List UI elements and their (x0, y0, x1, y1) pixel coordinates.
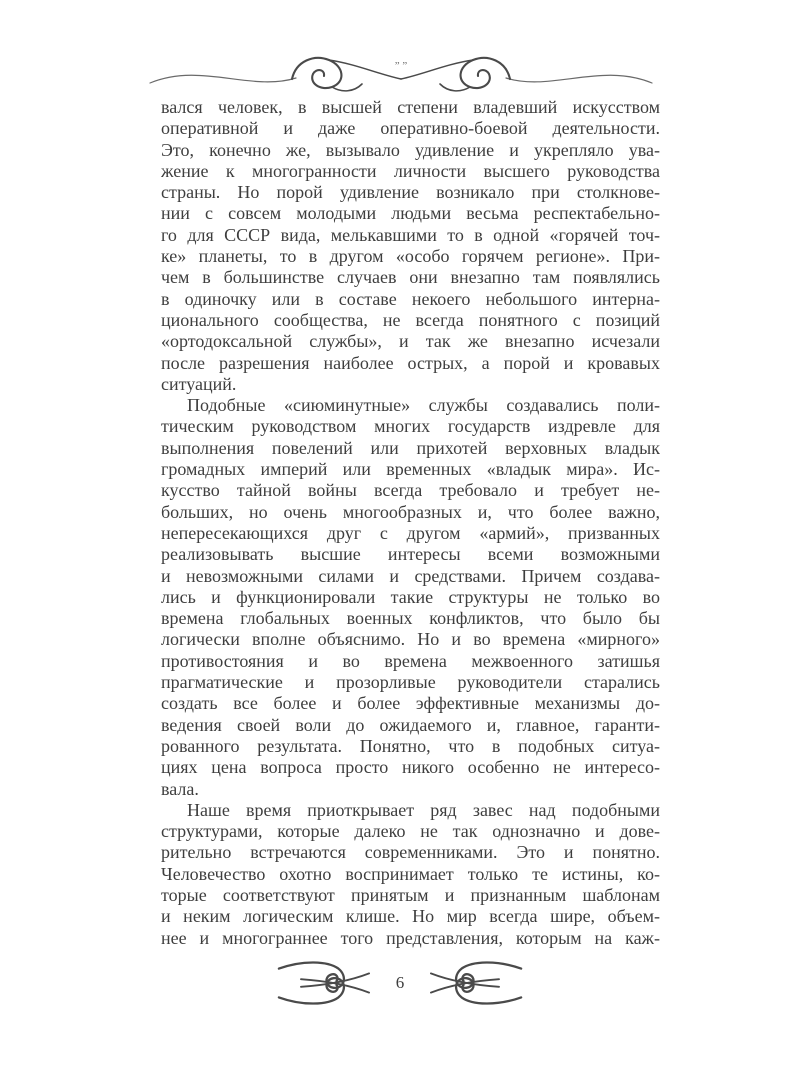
text-line: нее и многограннее того представления, которым на каж- (161, 927, 660, 948)
top-flourish-divider-icon (145, 52, 657, 96)
text-line: Наше время приоткрывает ряд завес над подобными (187, 799, 660, 820)
footer-curl-flourish-left-icon (276, 955, 372, 1011)
text-line: в одиночку или в составе некоего небольшого интерна- (161, 288, 660, 309)
text-line: торые соответствуют принятым и признанным шаблонам (161, 884, 660, 905)
text-line: кусство тайной войны всегда требовало и требует не- (161, 480, 660, 501)
paragraph (161, 395, 660, 800)
text-line: логически вполне объяснимо. Но и во времена «мирного» (161, 629, 660, 650)
body-text (161, 97, 660, 949)
text-line: ке» планеты, то в другом «особо горячем регионе». При- (161, 246, 660, 267)
text-line: рованного результата. Понятно, что в подобных ситуа- (161, 735, 660, 756)
text-line: после разрешения наиболее острых, а порой и кровавых (161, 352, 660, 373)
paragraph (161, 800, 660, 949)
text-line: непересекающихся друг с другом «армий», призванных (161, 522, 660, 543)
text-line: жение к многогранности личности высшего руководства (161, 160, 660, 181)
text-line: громадных империй или временных «владык мира». Ис- (161, 459, 660, 480)
text-line: страны. Но порой удивление возникало при столкнове- (161, 182, 660, 203)
text-line: выполнения повелений или прихотей верховных владык (161, 437, 660, 458)
text-line: ционального сообщества, не всегда понятного с позиций (161, 309, 660, 330)
text-line: реализовывать высшие интересы всеми возможными (161, 544, 660, 565)
text-line: вала. (161, 778, 199, 799)
text-line: тическим руководством многих государств издревле для (161, 416, 660, 437)
text-line: противостояния и во времена межвоенного затишья (161, 650, 660, 671)
text-line: лись и функционировали такие структуры не только во (161, 586, 660, 607)
text-line: нии с совсем молодыми людьми весьма респектабельно- (161, 203, 660, 224)
text-line: циях цена вопроса просто никого особенно не интересо- (161, 757, 660, 778)
footer-curl-flourish-right-icon (428, 955, 524, 1011)
text-line: «ортодоксальной службы», и так же внезапно исчезали (161, 331, 660, 352)
text-line: ситуаций. (161, 373, 237, 394)
text-line: оперативной и даже оперативно-боевой деятельности. (161, 118, 660, 139)
text-line: вался человек, в высшей степени владевший искусством (161, 97, 660, 117)
svg-text:” ”: ” ” (394, 60, 408, 72)
text-line: времена глобальных военных конфликтов, что было бы (161, 608, 660, 629)
text-line: создать все более и более эффективные механизмы до- (161, 693, 660, 714)
text-line: чем в большинстве случаев они внезапно там появлялись (161, 267, 660, 288)
text-line: Человечество охотно воспринимает только те истины, ко- (161, 863, 660, 884)
text-line: ведения своей воли до ожидаемого и, главное, гаранти- (161, 714, 660, 735)
text-line: больших, но очень многообразных и, что более важно, (161, 501, 660, 522)
text-line: и неким логическим клише. Но мир всегда шире, объем- (161, 906, 660, 927)
text-line: и невозможными силами и средствами. Причем создава- (161, 565, 660, 586)
text-line: прагматические и прозорливые руководители старались (161, 672, 660, 693)
text-line: Подобные «сиюминутные» службы создавались поли- (187, 395, 660, 416)
text-line: Это, конечно же, вызывало удивление и укрепляло ува- (161, 139, 660, 160)
page-number: 6 (395, 973, 405, 992)
text-line: го для СССР вида, мелькавшими то в одной «горячей точ- (161, 224, 660, 245)
text-line: структурами, которые далеко не так однозначно и дове- (161, 821, 660, 842)
paragraph (161, 97, 660, 395)
page-footer (0, 955, 800, 1011)
text-line: рительно встречаются современниками. Это и понятно. (161, 842, 660, 863)
